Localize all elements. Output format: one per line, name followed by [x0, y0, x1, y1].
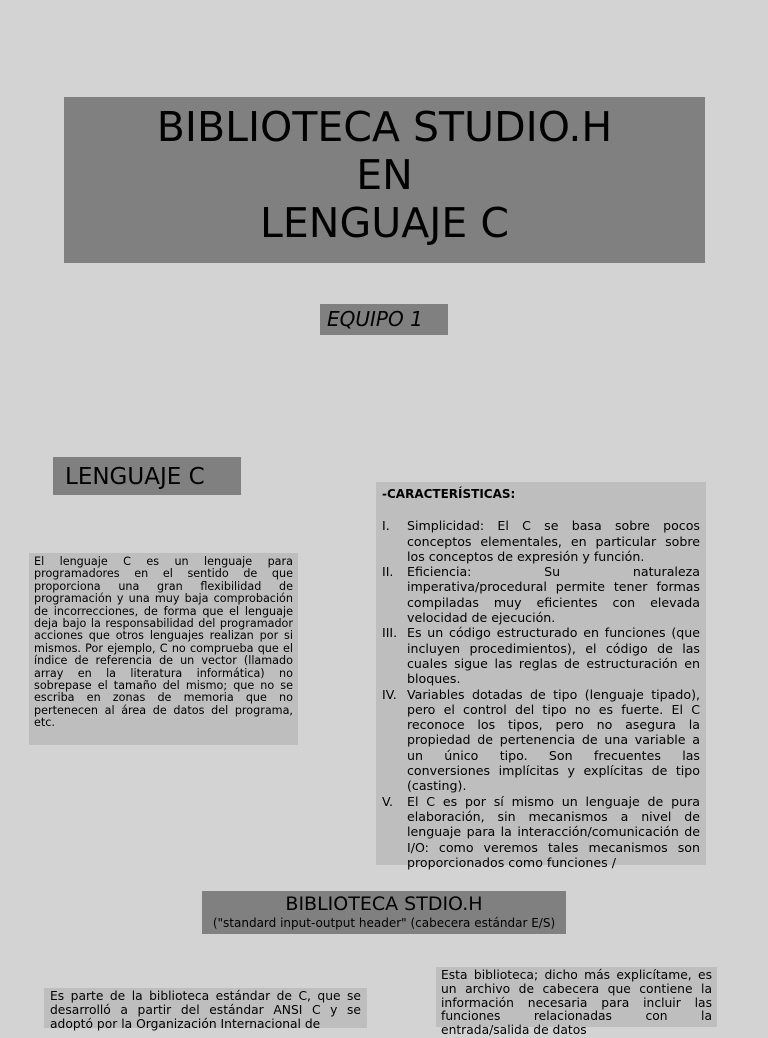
caracteristicas-box: [376, 482, 706, 870]
title-line-1: BIBLIOTECA STUDIO.H: [156, 103, 613, 151]
list-item-text: El C es por sí mismo un lenguaje de pura elaboración, sin mecanismos a nivel de lenguaje para la interacción/comunicación de I/O: como veremos tales mecanismos son proporcionados como funciones /: [407, 793, 700, 870]
stdio-subheading: ("standard input-output header" (cabecera estándar E/S): [212, 916, 556, 930]
list-item: [382, 687, 700, 794]
stdio-origin-text: Es parte de la biblioteca estándar de C, que se desarrolló a partir del estándar ANSI C y se adoptó por la Organización Internacional de: [44, 988, 367, 1028]
caracteristicas-list: [382, 518, 700, 870]
list-item-text: Es un código estructurado en funciones (que incluyen procedimientos), el código de las cuales sigue las reglas de estructuración en bloques.: [407, 625, 700, 687]
list-item-text: Eficiencia: Su naturaleza imperativa/procedural permite tener formas compiladas muy eficientes con elevada velocidad de ejecución.: [407, 564, 700, 626]
list-item-text: Simplicidad: El C se basa sobre pocos conceptos elementales, en particular sobre los conceptos de expresión y función.: [407, 518, 700, 564]
team-label: EQUIPO 1: [320, 304, 448, 335]
list-item: [382, 625, 700, 686]
list-item: [382, 518, 700, 564]
list-item-number: III.: [382, 625, 398, 641]
list-item-number: I.: [382, 518, 390, 534]
lenguaje-c-heading: LENGUAJE C: [53, 457, 241, 495]
title-line-2: EN: [356, 151, 413, 199]
list-item: [382, 794, 700, 870]
stdio-heading-box: [202, 891, 566, 934]
stdio-description-text: Esta biblioteca; dicho más explicítame, es un archivo de cabecera que contiene la información necesaria para incluir las funciones relacionadas con la entrada/salida de datos: [436, 967, 717, 1027]
list-item-text: Variables dotadas de tipo (lenguaje tipado), pero el control del tipo no es fuerte. El C reconoce los tipos, pero no asegura la propiedad de pertenencia de una variable a un único tipo. Son frecuentes las conversiones implícitas y explícitas de tipo (casting).: [407, 686, 700, 794]
stdio-heading: BIBLIOTECA STDIO.H: [285, 893, 483, 915]
title-banner: [64, 97, 705, 263]
caracteristicas-heading: -CARACTERÍSTICAS:: [382, 487, 516, 501]
title-line-3: LENGUAJE C: [260, 199, 509, 247]
list-item-number: IV.: [382, 686, 397, 702]
list-item-number: V.: [382, 793, 393, 809]
lenguaje-c-description: El lenguaje C es un lenguaje para programadores en el sentido de que proporciona una gran flexibilidad de programación y una muy baja comprobación de incorrecciones, de forma que el lenguaje deja bajo la responsabilidad del programador acciones que otros lenguajes realizan por si mismos. Por ejemplo, C no comprueba que el índice de referencia de un vector (llamado array en la literatura informática) no sobrepase el tamaño del mismo; que no se escriba en zonas de memoria que no pertenecen al área de datos del programa, etc.: [29, 553, 298, 745]
list-item-number: II.: [382, 564, 394, 580]
list-item: [382, 564, 700, 625]
